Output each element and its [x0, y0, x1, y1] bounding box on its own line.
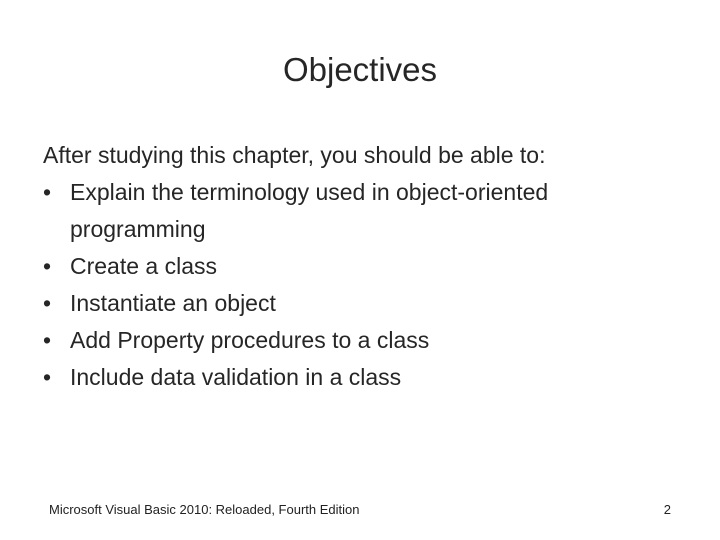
list-item-text: Add Property procedures to a class [70, 327, 430, 353]
list-item [43, 174, 683, 248]
bullet-icon: • [43, 179, 52, 205]
page-number: 2 [663, 502, 671, 517]
list-item [43, 322, 683, 359]
objectives-list [43, 174, 683, 396]
footer-source: Microsoft Visual Basic 2010: Reloaded, Fourth Edition [49, 502, 360, 517]
list-item-text: Instantiate an object [70, 290, 276, 316]
list-item-text: Create a class [70, 253, 218, 279]
list-item [43, 248, 683, 285]
slide-title [0, 48, 720, 92]
list-item-text: Explain the terminology used in object-oriented programming [70, 179, 549, 242]
list-item [43, 285, 683, 322]
slide-title-text: Objectives [282, 51, 438, 88]
list-item [43, 359, 683, 396]
slide-body [43, 137, 683, 396]
bullet-icon: • [43, 364, 52, 390]
bullet-icon: • [43, 290, 52, 316]
intro-text: After studying this chapter, you should be able to: [43, 142, 546, 168]
list-item-text: Include data validation in a class [70, 364, 402, 390]
bullet-icon: • [43, 327, 52, 353]
bullet-icon: • [43, 253, 52, 279]
